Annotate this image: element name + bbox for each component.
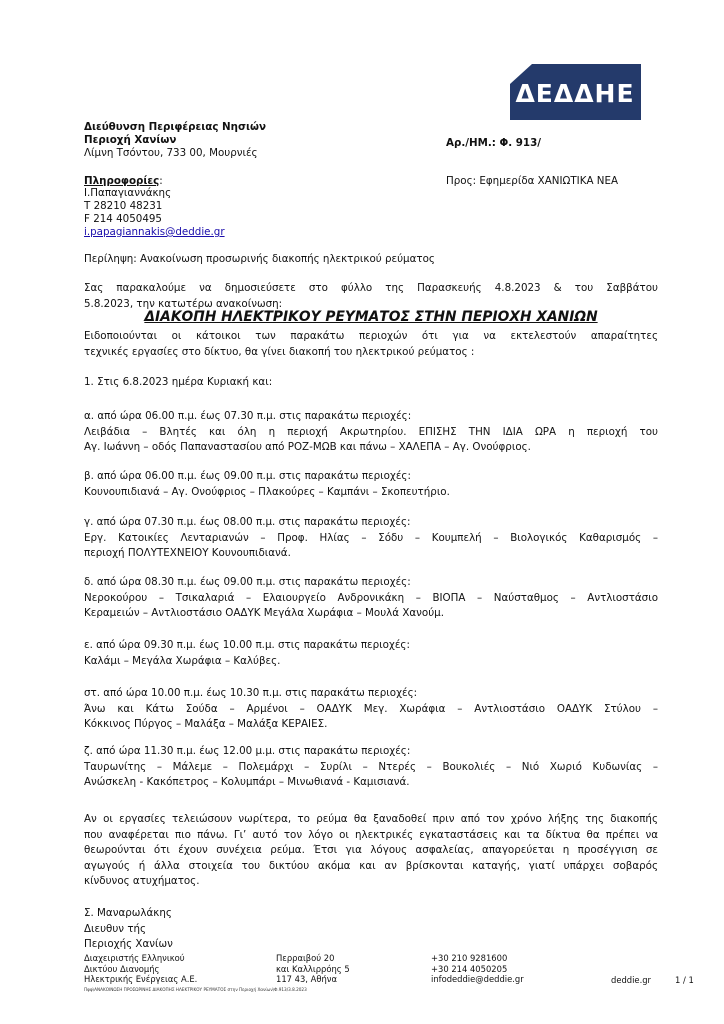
info-phone: Τ 28210 48231 <box>84 200 163 212</box>
item-st <box>84 686 658 733</box>
footer-email[interactable]: infodeddie@deddie.gr <box>431 974 524 985</box>
day-heading: 1. Στις 6.8.2023 ημέρα Κυριακή και: <box>84 376 273 388</box>
item-line: Νεροκούρου – Τσικαλαριά – Ελαιουργείο Ανδρονικάκη – ΒΙΟΠΑ – Ναύσταθμος – Αντλιοστάσιο <box>84 591 658 604</box>
footer-company-line: Δικτύου Διανομής <box>84 963 160 974</box>
footer-company <box>84 953 197 985</box>
notice-line: Ειδοποιούνται οι κάτοικοι των παρακάτω περιοχών ότι για να εκτελεστούν απαραίτητες <box>84 330 658 342</box>
info-fax: F 214 4050495 <box>84 213 162 225</box>
info-email-link[interactable]: i.papagiannakis@deddie.gr <box>84 226 225 238</box>
item-heading: α. από ώρα 06.00 π.μ. έως 07.30 π.μ. στις παρακάτω περιοχές: <box>84 410 412 422</box>
info-colon: : <box>159 175 163 187</box>
deddie-logo-text: ΔΕΔΔΗΕ <box>515 79 635 108</box>
item-line: Εργ. Κατοικίες Λενταριανών – Προφ. Ηλίας – Σόδυ – Κουμπελή – Βιολογικός Καθαρισμός – <box>84 531 658 544</box>
reference-number: Αρ./ΗΜ.: Φ. 913/ <box>446 137 541 149</box>
intro-line: Σας παρακαλούμε να δημοσιεύσετε στο φύλλο της Παρασκευής 4.8.2023 & του Σαββάτου <box>84 282 658 294</box>
item-z <box>84 744 658 791</box>
closing-line: αγωγούς ή άλλα στοιχεία του δικτύου ακόμα και αν βρίσκονται καταγής, γιατί υπάρχει σοβαρός <box>84 859 658 872</box>
item-b <box>84 469 658 500</box>
summary: Περίληψη: Ανακοίνωση προσωρινής διακοπής ηλεκτρικού ρεύματος <box>84 253 435 265</box>
headline: ΔΙΑΚΟΠΗ ΗΛΕΚΤΡΙΚΟΥ ΡΕΥΜΑΤΟΣ ΣΤΗΝ ΠΕΡΙΟΧΗ ΧΑΝΙΩΝ <box>144 309 598 325</box>
item-line: Άνω και Κάτω Σούδα – Αρμένοι – ΟΑΔΥΚ Μεγ. Χωράφια – Αντλιοστάσιο ΟΑΔΥΚ Στύλου – <box>84 702 658 715</box>
footer-company-line: Διαχειριστής Ελληνικού <box>84 953 185 963</box>
sender-region: Περιοχή Χανίων <box>84 134 177 146</box>
footer-address <box>276 953 350 985</box>
item-d <box>84 575 658 622</box>
footer-address-line: Περραιβού 20 <box>276 953 335 963</box>
closing-line: Αν οι εργασίες τελειώσουν νωρίτερα, το ρεύμα θα ξαναδοθεί πριν από τον χρόνο λήξης της διακοπής <box>84 813 658 825</box>
deddie-logo-graphic <box>510 64 641 120</box>
footer-website[interactable]: deddie.gr <box>611 975 652 985</box>
footer-company-line: Ηλεκτρικής Ενέργειας Α.Ε. <box>84 974 198 985</box>
footer-contact <box>431 953 524 985</box>
deddie-logo <box>510 64 641 120</box>
closing-line: θεωρούνται ότι έχουν συνέχεια ρεύμα. Έτσι για λόγους ασφαλείας, απαγορεύεται η προσέγγιση σε <box>84 844 658 857</box>
sender-division: Διεύθυνση Περιφέρειας Νησιών <box>84 121 266 133</box>
recipient: Προς: Εφημερίδα ΧΑΝΙΩΤΙΚΑ ΝΕΑ <box>446 175 619 187</box>
info-label: Πληροφορίες <box>84 175 160 187</box>
signature-name: Σ. Μαναρωλάκης <box>84 907 172 919</box>
notice <box>84 329 658 360</box>
intro <box>84 281 658 312</box>
item-c <box>84 515 658 562</box>
item-line: Λειβάδια – Βλητές και όλη η περιοχή Ακρωτηρίου. ΕΠΙΣΗΣ ΤΗΝ ΙΔΙΑ ΩΡΑ η περιοχή του <box>84 425 658 438</box>
footer-phone: +30 210 9281600 <box>431 953 508 963</box>
item-line: Κεραμειών – Αντλιοστάσιο ΟΑΔΥΚ Μεγάλα Χωράφια – Μουλά Χανούμ. <box>84 607 445 620</box>
item-a <box>84 409 658 456</box>
closing-line: κίνδυνος ατυχήματος. <box>84 875 200 888</box>
item-line: περιοχή ΠΟΛΥΤΕΧΝΕΙΟΥ Κουνουπιδιανά. <box>84 547 291 560</box>
info-name: Ι.Παπαγιαννάκης <box>84 187 172 199</box>
item-heading: γ. από ώρα 07.30 π.μ. έως 08.00 π.μ. στις παρακάτω περιοχές: <box>84 516 411 528</box>
footer-address-line: και Καλλιρρόης 5 <box>276 963 350 974</box>
intro-line: 5.8.2023, την κατωτέρω ανακοίνωση: <box>84 297 283 310</box>
file-path: Πφφ\ΑΝΑΚΟΙΝΩΣΗ ΠΡΟΣΩΡΙΝΗΣ ΔΙΑΚΟΠΗΣ ΗΛΕΚΤΡΙΚΟΥ ΡΕΥΜΑΤΟΣ στην Περιοχή Χανίων\Φ.913/3.8.2023 <box>84 987 307 992</box>
item-line: Κουνουπιδιανά – Αγ. Ονούφριος – Πλακούρες – Καμπάνι – Σκοπευτήριο. <box>84 485 450 498</box>
item-line: Κόκκινος Πύργος – Μαλάξα – Μαλάξα ΚΕΡΑΙΕΣ. <box>84 718 328 731</box>
sender-address: Λίμνη Τσόντου, 733 00, Μουρνιές <box>84 147 258 159</box>
item-line: Αγ. Ιωάννη – οδός Παπαναστασίου από ΡΟΖ-ΜΩΒ και πάνω – ΧΑΛΕΠΑ – Αγ. Ονούφριος. <box>84 441 531 454</box>
item-heading: β. από ώρα 06.00 π.μ. έως 09.00 π.μ. στις παρακάτω περιοχές: <box>84 470 411 482</box>
signature-title: Διευθυν τής <box>84 923 147 935</box>
item-line: Ταυρωνίτης – Μάλεμε – Πολεμάρχι – Συρίλι – Ντερές – Βουκολιές – Νιό Χωριό Κυδωνίας – <box>84 760 658 773</box>
notice-line: τεχνικές εργασίες στο δίκτυο, θα γίνει διακοπή του ηλεκτρικού ρεύματος : <box>84 345 475 358</box>
item-line: Καλάμι – Μεγάλα Χωράφια – Καλύβες. <box>84 654 281 667</box>
closing-paragraph <box>84 812 658 890</box>
item-line: Ανώσκελη - Κακόπετρος – Κολυμπάρι – Μινωθιανά - Καμισιανά. <box>84 776 410 789</box>
footer-fax: +30 214 4050205 <box>431 963 508 974</box>
signature-region: Περιοχής Χανίων <box>84 938 173 950</box>
item-e <box>84 638 658 669</box>
item-heading: ε. από ώρα 09.30 π.μ. έως 10.00 π.μ. στις παρακάτω περιοχές: <box>84 639 410 651</box>
footer-address-line: 117 43, Αθήνα <box>276 974 337 985</box>
item-heading: στ. από ώρα 10.00 π.μ. έως 10.30 π.μ. στις παρακάτω περιοχές: <box>84 687 418 699</box>
closing-line: που αναφέρεται πιο πάνω. Γι’ αυτό τον λόγο οι ηλεκτρικές εγκαταστάσεις και τα δίκτυα θα πρέπει να <box>84 828 658 841</box>
page-number: 1 / 1 <box>675 975 694 985</box>
item-heading: δ. από ώρα 08.30 π.μ. έως 09.00 π.μ. στις παρακάτω περιοχές: <box>84 576 411 588</box>
item-heading: ζ. από ώρα 11.30 π.μ. έως 12.00 μ.μ. στις παρακάτω περιοχές: <box>84 745 411 757</box>
